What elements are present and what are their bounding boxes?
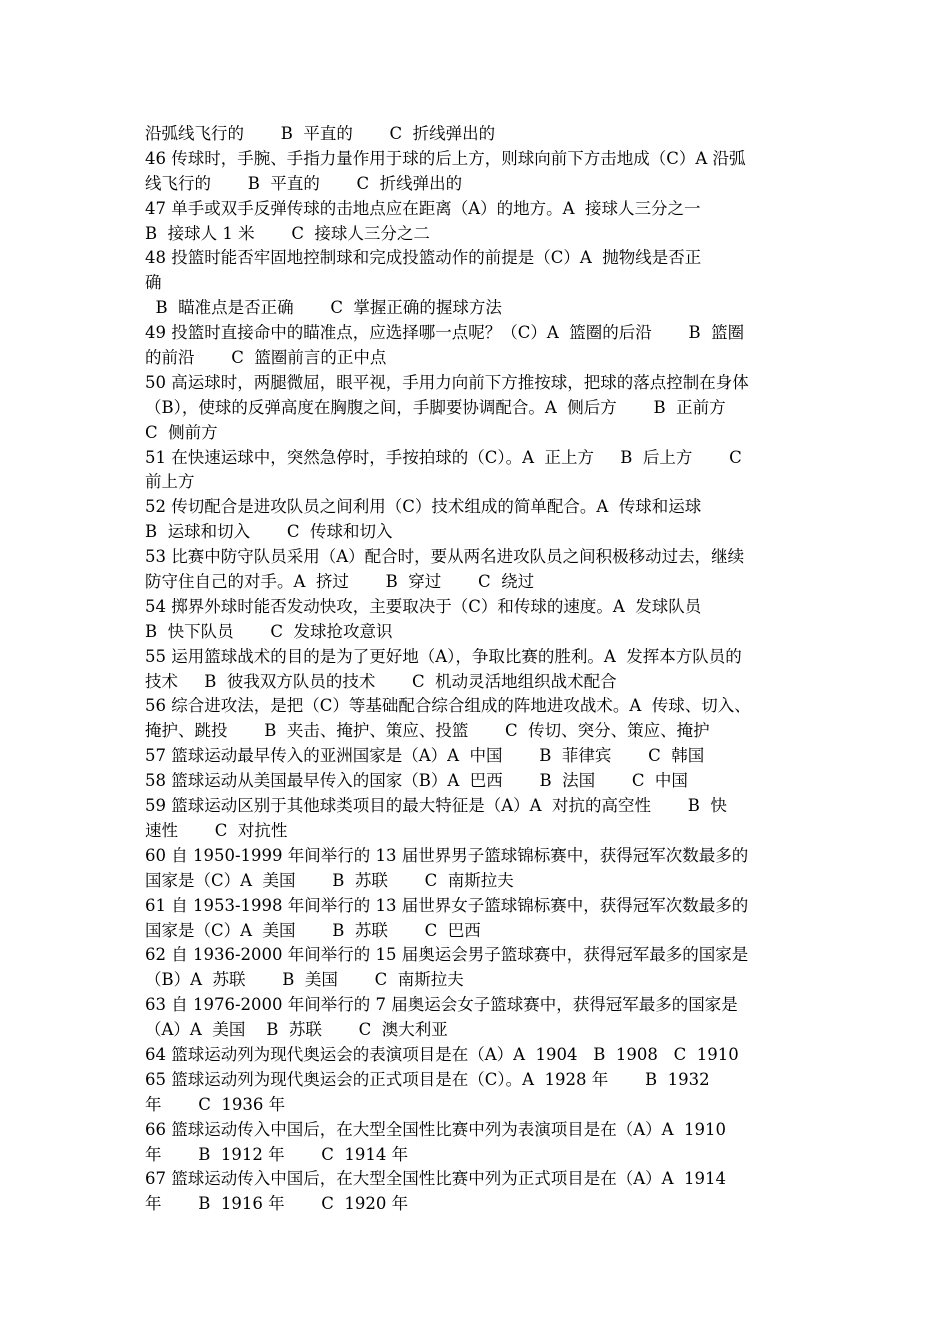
text-line: 年 B 1912 年 C 1914 年 bbox=[145, 1144, 409, 1164]
text-line: 60 自 1950-1999 年间举行的 13 届世界男子篮球锦标赛中，获得冠军次数最多的 bbox=[145, 845, 749, 865]
text-line: 沿弧线飞行的 B 平直的 C 折线弹出的 bbox=[145, 124, 496, 143]
text-line: 确 bbox=[145, 273, 162, 293]
text-line: C 侧前方 bbox=[145, 422, 218, 442]
text-line: 56 综合进攻法，是把（C）等基础配合综合组成的阵地进攻战术。A 传球、切入、 bbox=[145, 696, 751, 716]
text-line: 49 投篮时直接命中的瞄准点，应选择哪一点呢？（C）A 篮圈的后沿 B 篮圈 bbox=[145, 323, 745, 343]
text-line: 61 自 1953-1998 年间举行的 13 届世界女子篮球锦标赛中，获得冠军次数最多的 bbox=[145, 895, 749, 915]
text-line: 速性 C 对抗性 bbox=[145, 820, 288, 840]
text-line: 线飞行的 B 平直的 C 折线弹出的 bbox=[145, 173, 463, 193]
text-line: B 瞄准点是否正确 C 掌握正确的握球方法 bbox=[145, 298, 502, 318]
text-line: 66 篮球运动传入中国后，在大型全国性比赛中列为表演项目是在（A）A 1910 bbox=[145, 1119, 727, 1139]
text-line: 55 运用篮球战术的目的是为了更好地（A），争取比赛的胜利。A 发挥本方队员的 bbox=[145, 646, 742, 666]
text-line: 65 篮球运动列为现代奥运会的正式项目是在（C）。A 1928 年 B 1932 bbox=[145, 1069, 710, 1089]
text-line: 59 篮球运动区别于其他球类项目的最大特征是（A）A 对抗的高空性 B 快 bbox=[145, 796, 727, 816]
text-line: 国家是（C）A 美国 B 苏联 C 南斯拉夫 bbox=[145, 870, 514, 890]
text-line: B 运球和切入 C 传球和切入 bbox=[145, 522, 393, 542]
question-text-body bbox=[145, 122, 810, 1217]
text-line: B 快下队员 C 发球抢攻意识 bbox=[145, 621, 393, 641]
text-line: 53 比赛中防守队员采用（A）配合时，要从两名进攻队员之间积极移动过去，继续 bbox=[145, 547, 745, 567]
text-line: 50 高运球时，两腿微屈，眼平视，手用力向前下方推按球，把球的落点控制在身体 bbox=[145, 372, 749, 392]
text-line: （B），使球的反弹高度在胸腹之间，手脚要协调配合。A 侧后方 B 正前方 bbox=[145, 397, 726, 417]
text-line: （B）A 苏联 B 美国 C 南斯拉夫 bbox=[145, 970, 464, 990]
text-line: 48 投篮时能否牢固地控制球和完成投篮动作的前提是（C）A 抛物线是否正 bbox=[145, 248, 702, 268]
text-line: 46 传球时，手腕、手指力量作用于球的后上方，则球向前下方击地成（C）A 沿弧 bbox=[145, 148, 746, 168]
text-line: 年 B 1916 年 C 1920 年 bbox=[145, 1194, 409, 1214]
text-line: （A）A 美国 B 苏联 C 澳大利亚 bbox=[145, 1020, 448, 1040]
text-line: 国家是（C）A 美国 B 苏联 C 巴西 bbox=[145, 920, 481, 940]
text-line: 47 单手或双手反弹传球的击地点应在距离（A）的地方。A 接球人三分之一 bbox=[145, 198, 701, 218]
text-line: 年 C 1936 年 bbox=[145, 1094, 286, 1114]
text-line: 64 篮球运动列为现代奥运会的表演项目是在（A）A 1904 B 1908 C 1910 bbox=[145, 1044, 739, 1064]
text-line: B 接球人 1 米 C 接球人三分之二 bbox=[145, 223, 430, 243]
text-line: 54 掷界外球时能否发动快攻，主要取决于（C）和传球的速度。A 发球队员 bbox=[145, 596, 702, 616]
text-line: 51 在快速运球中，突然急停时，手按拍球的（C）。A 正上方 B 后上方 C bbox=[145, 447, 742, 467]
text-line: 58 篮球运动从美国最早传入的国家（B）A 巴西 B 法国 C 中国 bbox=[145, 771, 688, 791]
text-line: 前上方 bbox=[145, 472, 195, 492]
text-line: 62 自 1936-2000 年间举行的 15 届奥运会男子篮球赛中，获得冠军最多的国家是 bbox=[145, 945, 749, 965]
text-line: 52 传切配合是进攻队员之间利用（C）技术组成的简单配合。A 传球和运球 bbox=[145, 497, 702, 517]
text-line: 技术 B 彼我双方队员的技术 C 机动灵活地组织战术配合 bbox=[145, 671, 617, 691]
text-line: 的前沿 C 篮圈前言的正中点 bbox=[145, 348, 387, 368]
text-line: 掩护、跳投 B 夹击、掩护、策应、投篮 C 传切、突分、策应、掩护 bbox=[145, 721, 710, 741]
text-line: 67 篮球运动传入中国后，在大型全国性比赛中列为正式项目是在（A）A 1914 bbox=[145, 1169, 727, 1189]
text-line: 57 篮球运动最早传入的亚洲国家是（A）A 中国 B 菲律宾 C 韩国 bbox=[145, 746, 705, 766]
text-line: 63 自 1976-2000 年间举行的 7 届奥运会女子篮球赛中，获得冠军最多的国家是 bbox=[145, 995, 738, 1015]
text-line: 防守住自己的对手。A 挤过 B 穿过 C 绕过 bbox=[145, 572, 535, 592]
